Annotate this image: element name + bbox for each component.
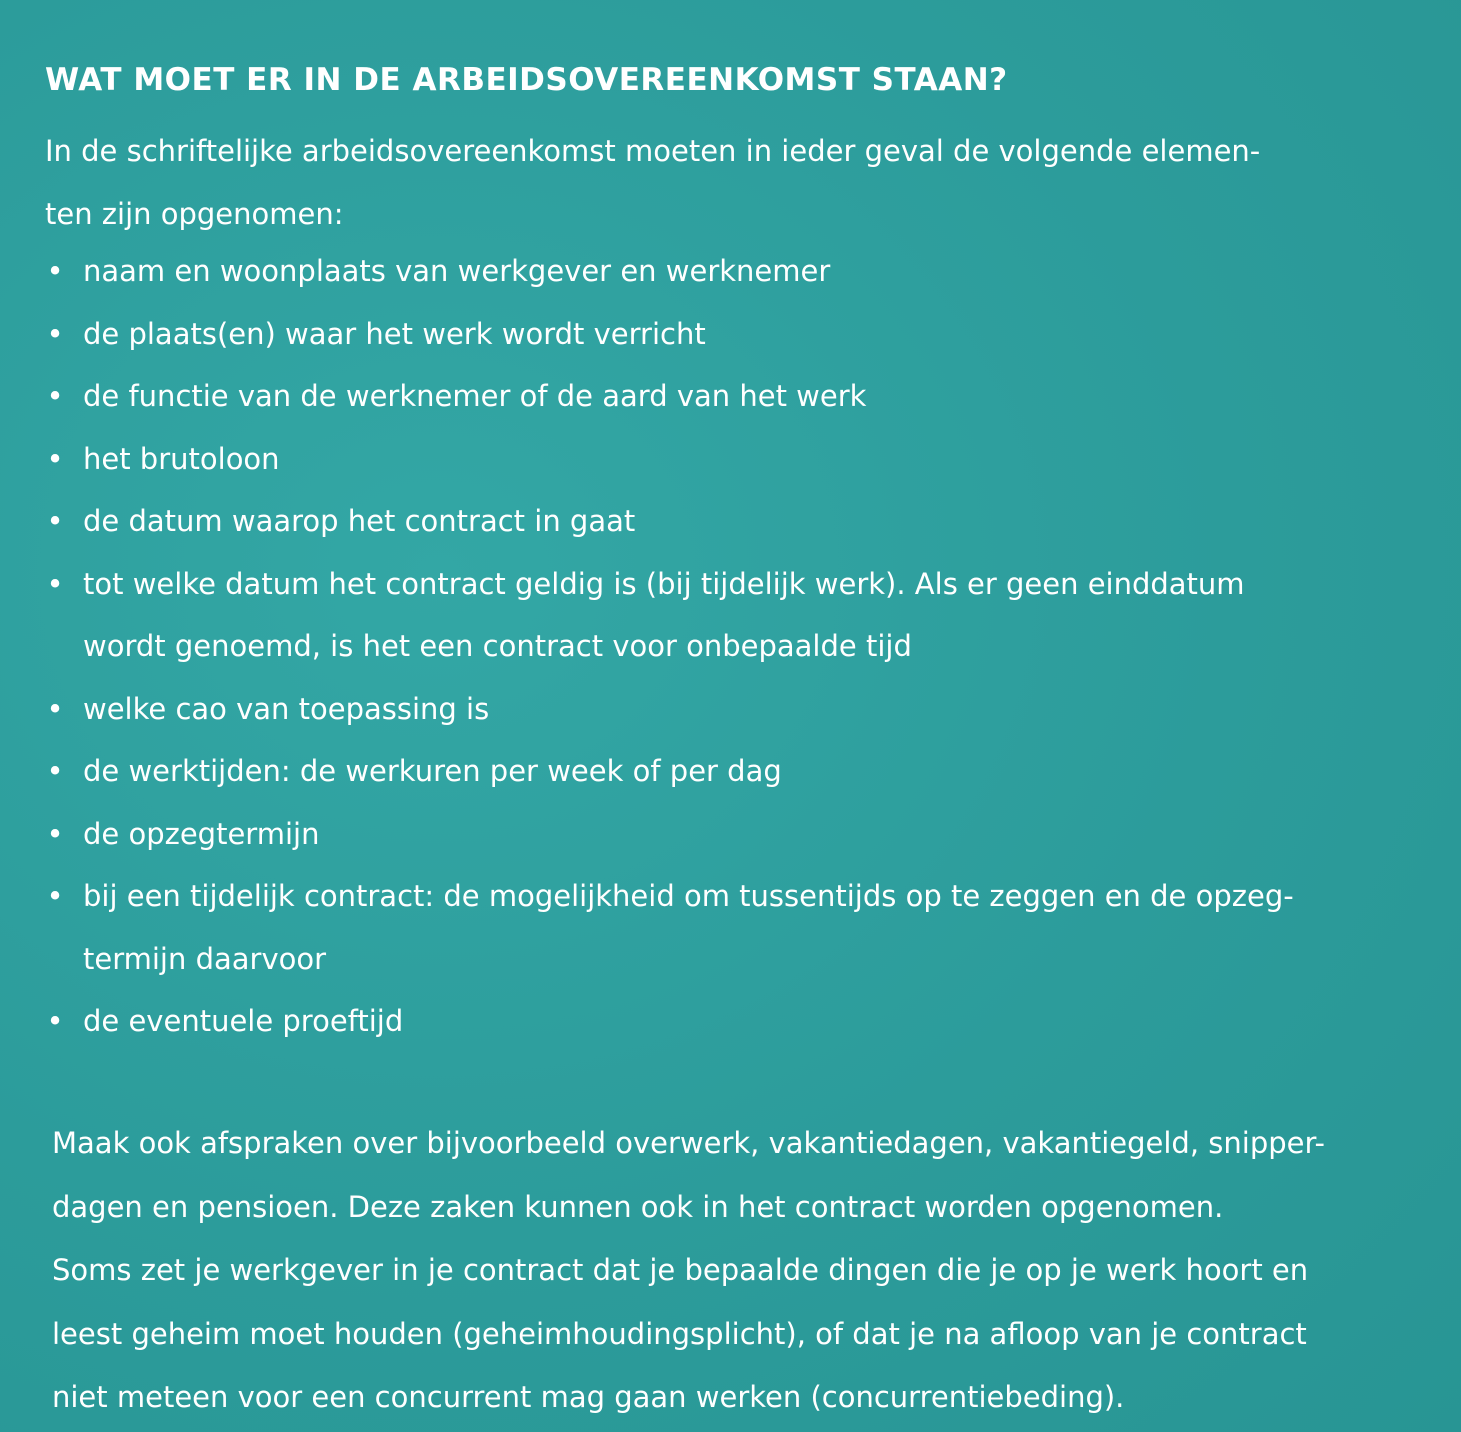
bullet-icon: • xyxy=(46,379,64,413)
closing-paragraph xyxy=(52,1112,1432,1430)
list-item-text: bij een tijdelijk contract: de mogelijkheid om tussentijds op te zeggen en de opzeg- xyxy=(83,879,1294,913)
list-item-text: de eventuele proeftijd xyxy=(83,1004,404,1038)
list-item-text: termijn daarvoor xyxy=(83,941,327,976)
list-item-text: de opzegtermijn xyxy=(83,816,320,851)
list-item-text: de plaats(en) waar het werk wordt verricht xyxy=(83,316,706,351)
list-item xyxy=(45,490,1425,553)
intro-paragraph xyxy=(45,120,1385,246)
list-item-text: naam en woonplaats van werkgever en werknemer xyxy=(83,254,831,288)
list-item xyxy=(45,303,1425,366)
list-item xyxy=(45,678,1425,741)
list-item xyxy=(45,240,1425,303)
bullet-icon: • xyxy=(46,816,64,851)
requirements-list xyxy=(45,240,1425,1053)
list-item-text: de werktijden: de werkuren per week of per dag xyxy=(83,754,782,788)
bullet-icon: • xyxy=(46,441,64,476)
list-item-text: tot welke datum het contract geldig is (bij tijdelijk werk). Als er geen einddatum xyxy=(83,566,1245,601)
bullet-icon: • xyxy=(46,1004,64,1038)
closing-line: Maak ook afspraken over bijvoorbeeld overwerk, vakantiedagen, vakantiegeld, snipper- xyxy=(52,1126,1326,1160)
list-item xyxy=(45,865,1425,990)
bullet-icon: • xyxy=(46,254,64,288)
list-item xyxy=(45,428,1425,491)
bullet-icon: • xyxy=(46,879,64,913)
list-item xyxy=(45,990,1425,1053)
intro-line: In de schriftelijke arbeidsovereenkomst moeten in ieder geval de volgende elemen- xyxy=(45,134,1261,168)
list-item xyxy=(45,553,1425,678)
list-item xyxy=(45,803,1425,866)
list-item-text: het brutoloon xyxy=(83,441,280,476)
list-item-text: wordt genoemd, is het een contract voor onbepaalde tijd xyxy=(83,629,912,663)
bullet-icon: • xyxy=(46,566,64,601)
closing-line: leest geheim moet houden (geheimhoudingsplicht), of dat je na afloop van je contract xyxy=(52,1316,1307,1351)
closing-line: Soms zet je werkgever in je contract dat je bepaalde dingen die je op je werk hoort en xyxy=(52,1253,1309,1287)
closing-line: niet meteen voor een concurrent mag gaan werken (concurrentiebeding). xyxy=(52,1380,1125,1414)
list-item xyxy=(45,365,1425,428)
list-item-text: welke cao van toepassing is xyxy=(83,691,490,726)
list-item xyxy=(45,740,1425,803)
closing-line: dagen en pensioen. Deze zaken kunnen ook in het contract worden opgenomen. xyxy=(52,1189,1224,1224)
list-item-text: de functie van de werknemer of de aard van het werk xyxy=(83,379,867,413)
bullet-icon: • xyxy=(46,504,64,538)
bullet-icon: • xyxy=(46,316,64,351)
intro-line: ten zijn opgenomen: xyxy=(45,197,344,231)
page-title: WAT MOET ER IN DE ARBEIDSOVEREENKOMST STAAN? xyxy=(45,62,1008,98)
bullet-icon: • xyxy=(46,691,64,726)
list-item-text: de datum waarop het contract in gaat xyxy=(83,504,636,538)
bullet-icon: • xyxy=(46,754,64,788)
